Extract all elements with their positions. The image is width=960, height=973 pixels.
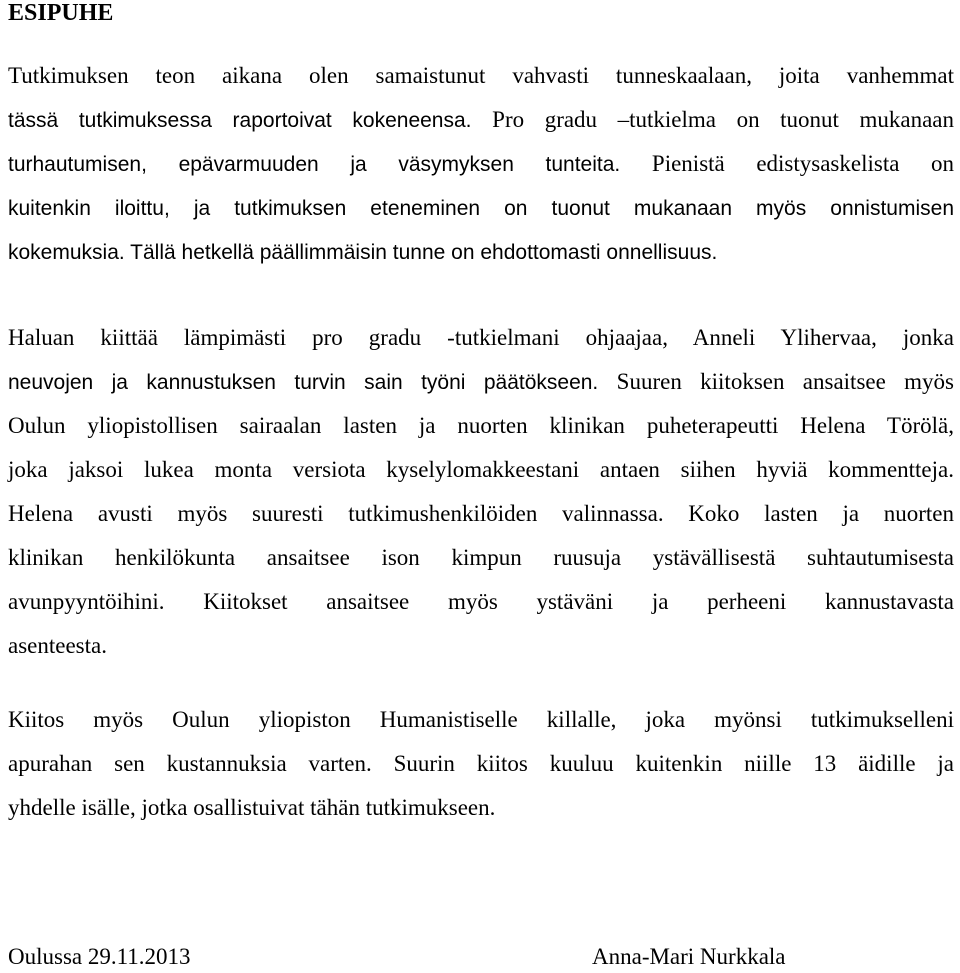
text-line (8, 786, 954, 830)
signature-place-date: Oulussa 29.11.2013 (8, 944, 191, 969)
text-segment: joka jaksoi lukea monta versiota kyselylomakkeestani antaen siihen hyviä kommentteja. (8, 457, 954, 482)
text-segment: Oulun yliopistollisen sairaalan lasten ja nuorten klinikan puheterapeutti Helena Törölä, (8, 413, 954, 438)
text-line (8, 316, 954, 360)
text-line (8, 492, 954, 536)
text-line (8, 98, 954, 142)
text-line (8, 142, 954, 186)
text-segment: neuvojen ja kannustuksen turvin sain työni päätökseen. (8, 371, 617, 394)
text-segment: kokemuksia. Tällä hetkellä päällimmäisin tunne on ehdottomasti onnellisuus. (8, 241, 718, 264)
text-line (8, 404, 954, 448)
text-segment: avunpyyntöihini. Kiitokset ansaitsee myös ystäväni ja perheeni kannustavasta (8, 589, 954, 614)
text-segment: klinikan henkilökunta ansaitsee ison kimpun ruusuja ystävällisestä suhtautumisesta (8, 545, 954, 570)
text-segment: yhdelle isälle, jotka osallistuivat tähän tutkimukseen. (8, 795, 496, 820)
text-line (8, 54, 954, 98)
text-line (8, 448, 954, 492)
text-segment: apurahan sen kustannuksia varten. Suurin kiitos kuuluu kuitenkin niille 13 äidille ja (8, 751, 954, 776)
signature-author: Anna-Mari Nurkkala (592, 944, 786, 969)
text-line (8, 230, 954, 274)
text-line (8, 698, 954, 742)
text-segment: kuitenkin iloittu, ja tutkimuksen eteneminen on tuonut mukanaan myös onnistumisen (8, 197, 954, 220)
text-line (8, 360, 954, 404)
text-segment: tässä tutkimuksessa raportoivat kokeneensa. (8, 109, 493, 132)
text-segment: asenteesta. (8, 633, 107, 658)
text-segment: Tutkimuksen teon aikana olen samaistunut vahvasti tunneskaalaan, joita vanhemmat (8, 63, 954, 88)
text-segment: Helena avusti myös suuresti tutkimushenkilöiden valinnassa. Koko lasten ja nuorten (8, 501, 954, 526)
text-line (8, 742, 954, 786)
text-segment: Suuren kiitoksen ansaitsee myös (616, 369, 954, 394)
signature-block (8, 942, 954, 972)
text-segment: turhautumisen, epävarmuuden ja väsymyksen tunteita. (8, 153, 652, 176)
text-line (8, 536, 954, 580)
text-segment: Haluan kiittää lämpimästi pro gradu -tutkielmani ohjaajaa, Anneli Ylihervaa, jonka (8, 325, 954, 350)
text-segment: Pienistä edistysaskelista on (651, 151, 954, 176)
text-segment: Pro gradu –tutkielma on tuonut mukanaan (492, 107, 955, 132)
text-segment: Kiitos myös Oulun yliopiston Humanistiselle killalle, joka myönsi tutkimukselleni (8, 707, 954, 732)
text-line (8, 580, 954, 624)
text-line (8, 624, 954, 668)
page-title: ESIPUHE (8, 0, 114, 26)
text-line (8, 186, 954, 230)
